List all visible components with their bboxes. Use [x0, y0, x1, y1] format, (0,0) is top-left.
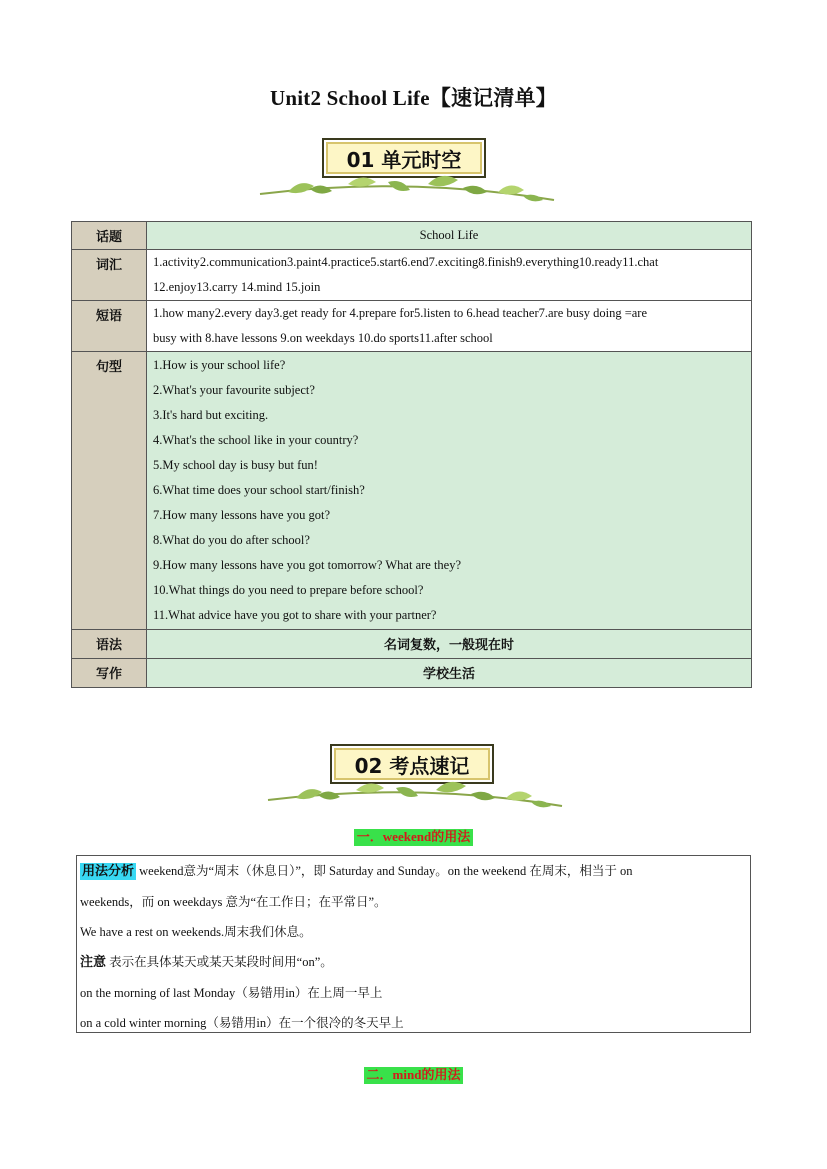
row-header: 写作: [72, 659, 147, 688]
sentence: 2.What's your favourite subject?: [153, 383, 315, 397]
row-header: 话题: [72, 222, 147, 250]
table-row: [72, 659, 752, 688]
row-header: 语法: [72, 630, 147, 659]
sentence: 9.How many lessons have you got tomorrow? What are they?: [153, 558, 462, 572]
sentence: 4.What's the school like in your country?: [153, 433, 359, 447]
table-row: [72, 630, 752, 659]
sentence: 3.It's hard but exciting.: [153, 408, 269, 422]
sentence: 10.What things do you need to prepare before school?: [153, 583, 424, 597]
page-title: Unit2 School Life【速记清单】: [270, 86, 557, 110]
table-row: [72, 250, 752, 301]
row-content: School Life: [147, 222, 752, 250]
usage-analysis-box: 用法分析 weekend意为“周末（休息日）”，即 Saturday and Sunday。on the weekend 在周末，相当于 on weekends，而 on weekdays 意为“在工作日；在平常日”。 We have a rest on weekends.周末我们休息。 注意 表示在具体某天或某天某段时间用“on”。 on the morning of last Monday（易错用in）在上周一早上 on a cold winter morning（易错用in）在一个很冷的冬天早上: [76, 855, 751, 1033]
table-row: [72, 222, 752, 250]
row-header: 短语: [72, 301, 147, 352]
row-content: 1.activity2.communication3.paint4.practice5.start6.end7.exciting8.finish9.everything10.ready11.chat 12.enjoy13.carry 14.mind 15.join: [147, 250, 752, 301]
row-content: [147, 352, 752, 630]
bamboo-leaves-icon: [266, 762, 566, 812]
table-row: [72, 301, 752, 352]
row-header: 词汇: [72, 250, 147, 301]
sentence: 8.What do you do after school?: [153, 533, 310, 547]
section-banner-unit-overview: [258, 138, 558, 206]
sentence: 11.What advice have you got to share with your partner?: [153, 608, 437, 622]
unit-overview-table: [71, 221, 752, 688]
row-content: 1.how many2.every day3.get ready for 4.prepare for5.listen to 6.head teacher7.are busy doing =are busy with 8.have lessons 9.on weekdays 10.do sports11.after school: [147, 301, 752, 352]
note-label: 注意: [80, 955, 107, 970]
banner-label: 01 单元时空: [322, 138, 486, 178]
table-row: [72, 352, 752, 630]
section-heading-mind: 二．mind的用法: [0, 1064, 827, 1084]
section-heading-weekend: 一．weekend的用法: [0, 826, 827, 846]
bamboo-leaves-icon: [258, 156, 558, 206]
sentence: 1.How is your school life?: [153, 358, 286, 372]
row-header: 句型: [72, 352, 147, 630]
sentence: 7.How many lessons have you got?: [153, 508, 331, 522]
banner-label: 02 考点速记: [330, 744, 494, 784]
row-content: 学校生活: [147, 659, 752, 688]
sentence: 6.What time does your school start/finish?: [153, 483, 365, 497]
section-banner-key-points: [266, 744, 566, 812]
sentence: 5.My school day is busy but fun!: [153, 458, 318, 472]
usage-tag: 用法分析: [82, 864, 135, 879]
row-content: 名词复数，一般现在时: [147, 630, 752, 659]
